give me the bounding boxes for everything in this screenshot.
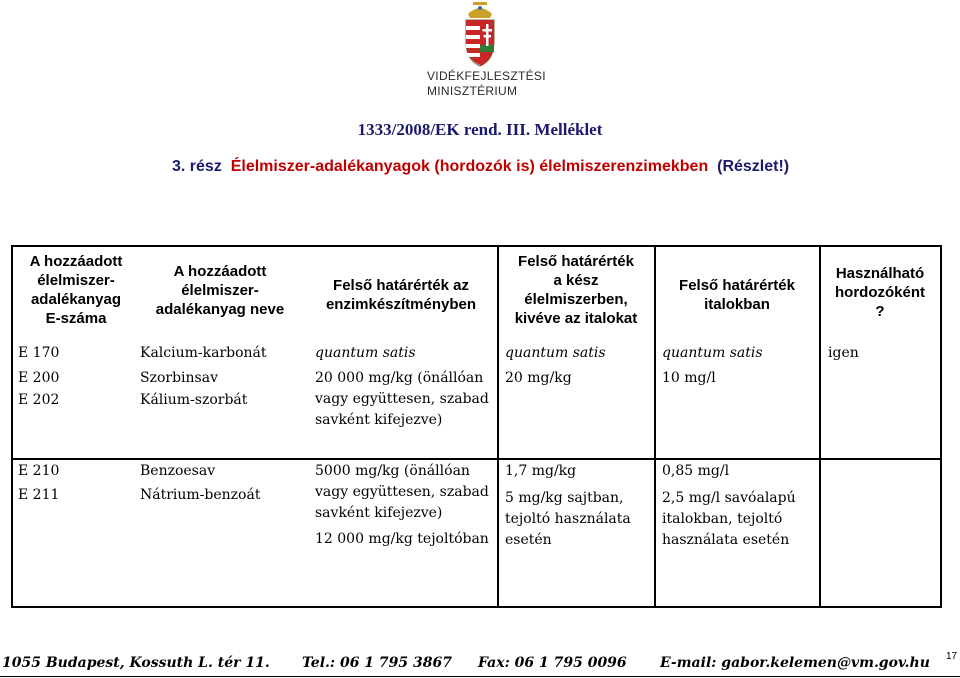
header-text: hordozóként: [835, 284, 925, 301]
section-main: Élelmiszer-adalékanyagok (hordozók is) élelmiszerenzimekben: [230, 158, 709, 175]
footer-address: 1055 Budapest, Kossuth L. tér 11.: [2, 655, 270, 671]
header-text: élelmiszer-: [37, 272, 115, 289]
cell-additive-name: Nátrium-benzoát: [140, 487, 261, 503]
cell-drinks-limit: quantum satis: [662, 345, 763, 361]
header-text: ?: [875, 303, 885, 320]
header-text: Felső határérték: [679, 277, 795, 294]
page-number: 17: [946, 651, 958, 662]
header-text: Felső határérték az: [333, 277, 469, 294]
cell-carrier: igen: [828, 345, 859, 361]
header-text: kivéve az italokat: [514, 310, 638, 327]
header-text: E-száma: [45, 310, 107, 327]
cell-additive-name: Kálium-szorbát: [140, 392, 248, 408]
header-text: a kész: [553, 272, 599, 289]
header-text: italokban: [704, 296, 770, 313]
ministry-name: [427, 69, 546, 99]
header-text: élelmiszer-: [181, 282, 259, 299]
section-title: [172, 158, 789, 176]
footer-email[interactable]: E-mail: gabor.kelemen@vm.gov.hu: [660, 655, 930, 671]
cell-text: használata esetén: [662, 532, 790, 548]
ministry-line-1: VIDÉKFEJLESZTÉSI: [427, 69, 546, 83]
cell-enzyme-limit: [315, 368, 489, 431]
cell-e-number: E 210: [18, 463, 60, 479]
group-divider: [11, 458, 942, 460]
header-e-number: [12, 252, 140, 328]
cell-text: 5 mg/kg sajtban,: [505, 490, 624, 506]
footer-rule: [0, 676, 960, 677]
cell-e-number: E 211: [18, 487, 60, 503]
cell-food-limit: [505, 461, 631, 551]
header-drinks-limit: [656, 276, 818, 314]
header-food-limit: [498, 252, 654, 328]
cell-drinks-limit: [662, 461, 796, 551]
cell-food-limit: quantum satis: [505, 345, 606, 361]
cell-text: savként kifejezve): [315, 505, 443, 521]
cell-enzyme-limit: quantum satis: [315, 345, 416, 361]
header-text: A hozzáadott: [173, 263, 267, 280]
cell-text: esetén: [505, 532, 552, 548]
section-prefix: 3. rész: [172, 158, 222, 175]
cell-additive-name: Kalcium-karbonát: [140, 345, 267, 361]
cell-text: vagy együttesen, szabad: [315, 484, 489, 500]
cell-enzyme-limit: [315, 461, 489, 550]
footer-fax: Fax: 06 1 795 0096: [478, 655, 627, 671]
header-additive-name: [140, 262, 300, 319]
cell-food-limit: 20 mg/kg: [505, 370, 572, 386]
header-carrier: [820, 264, 940, 321]
header-text: Felső határérték: [518, 253, 634, 270]
cell-text: savként kifejezve): [315, 412, 443, 428]
footer-phone: Tel.: 06 1 795 3867: [302, 655, 452, 671]
header-enzyme-limit: [305, 276, 497, 314]
cell-e-number: E 170: [18, 345, 60, 361]
cell-text: vagy együttesen, szabad: [315, 391, 489, 407]
cell-text: 1,7 mg/kg: [505, 463, 577, 479]
cell-text: tejoltó használata: [505, 511, 631, 527]
header-text: enzimkészítményben: [325, 296, 477, 313]
document-title: 1333/2008/EK rend. III. Melléklet: [357, 120, 603, 139]
header-text: adalékanyag: [30, 291, 122, 308]
cell-additive-name: Benzoesav: [140, 463, 216, 479]
cell-additive-name: Szorbinsav: [140, 370, 218, 386]
cell-drinks-limit: 10 mg/l: [662, 370, 716, 386]
header-text: A hozzáadott: [29, 253, 123, 270]
ministry-line-2: MINISZTÉRIUM: [427, 84, 518, 98]
cell-e-number: E 200: [18, 370, 60, 386]
cell-text: italokban, tejoltó: [662, 511, 783, 527]
cell-text: 20 000 mg/kg (önállóan: [315, 370, 484, 386]
cell-text: 2,5 mg/l savóalapú: [662, 490, 796, 506]
cell-e-number: E 202: [18, 392, 60, 408]
header-text: adalékanyag neve: [155, 301, 285, 318]
cell-text: 5000 mg/kg (önállóan: [315, 463, 470, 479]
header-text: Használható: [835, 265, 925, 282]
header-text: élelmiszerben,: [524, 291, 628, 308]
cell-text: 12 000 mg/kg tejoltóban: [315, 531, 489, 547]
section-suffix: (Részlet!): [717, 158, 790, 175]
cell-text: 0,85 mg/l: [662, 463, 730, 479]
hungarian-coat-of-arms-logo: [460, 2, 500, 68]
